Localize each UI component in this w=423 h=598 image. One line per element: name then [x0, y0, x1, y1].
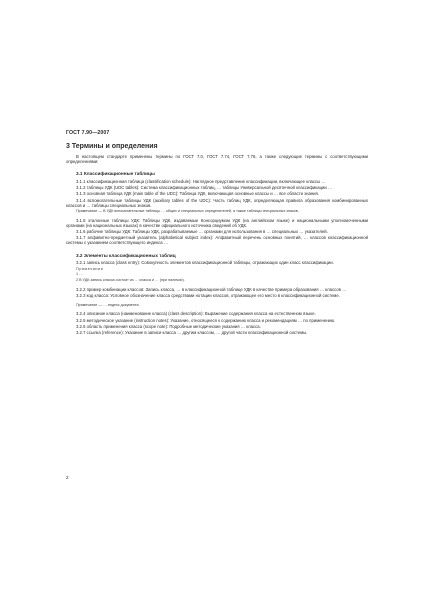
paragraph-3-1-7: 3.1.7 алфавитно-предметный указатель (alphabetical subject index): Алфавитный перечень основных понятий, … классов классификационной системы с указанием соответствующего индекса …: [66, 235, 368, 246]
paragraph-3-1-3: 3.1.3 основная таблица УДК (main table of the UDC): Таблица УДК, включающая основные классы и … все области знания.: [76, 191, 320, 197]
intro-paragraph: В настоящем стандарте применены термины по ГОСТ 7.0, ГОСТ 7.74, ГОСТ 7.76, а также следующие термины с соответствующими определениями:: [66, 154, 368, 165]
paragraph-3-1-2: 3.1.2 таблицы УДК (UDC tables): Система классификационных таблиц, … таблицы Универсальной десятичной классификации …: [76, 185, 333, 191]
note-3-2-1-item-2: 2 В УДК запись класса состоит из … класса и … (при наличии).: [76, 278, 185, 283]
paragraph-3-1-4: 3.1.4 вспомогательные таблицы УДК (auxiliary tables of the UDC): Часть таблиц УДК, определяющая правила образования комбинированных классов и … таблицы специальных знаков.: [66, 197, 368, 208]
paragraph-3-1-1: 3.1.1 классификационная таблица (classification schedule): Наглядное представление классификации, включающее классы …: [76, 179, 326, 185]
paragraph-3-1-6: 3.1.6 рабочие таблицы УДК: Таблицы УДК, разрабатываемые … органами для использования в … специальных … указателей.: [76, 229, 328, 235]
paragraph-3-2-2: 3.2.2 пример комбинации классов: Запись класса, … в классификационной таблице УДК в качестве примера образования … классов …: [76, 286, 347, 292]
paragraph-3-2-3: 3.2.3 код класса: Условное обозначение класса средствами нотации классов, отражающее его место в классификационной системе.: [76, 293, 340, 299]
section-title: 3 Термины и определения: [66, 143, 158, 150]
notes-label: Примечания: [76, 266, 104, 271]
paragraph-3-2-4: 3.2.4 описание класса (наименование класса) (class description): Выражение содержания класса на естественном языке.: [76, 311, 316, 317]
subsection-heading-3-2: 3.2 Элементы классификационных таблиц: [76, 252, 176, 258]
paragraph-3-2-5: 3.2.5 методическое указание (instruction notes): Указание, относящееся к содержанию класса и рекомендациям … по применению.: [76, 317, 336, 323]
note-3-1-4: Примечание — В УДК вспомогательные таблицы … общих и специальных определителей, а также таблицы специальных знаков.: [76, 209, 299, 213]
document-body: [66, 154, 368, 336]
running-head: ГОСТ 7.90—2007: [66, 130, 110, 136]
paragraph-3-1-5: 3.1.5 эталонные таблицы УДК: Таблицы УДК, издаваемые Консорциумом УДК (на английском языке) и национальными уполномоченными органами (на национальных языках) в качестве официального источника сведений об УДК.: [66, 217, 368, 228]
note-3-2-3: Примечание — … индекс документа.: [76, 302, 140, 307]
page-number: 2: [66, 475, 69, 480]
paragraph-3-2-7: 3.2.7 ссылка (reference): Указание в записи класса … другим классом, … другой части классификационной системы.: [76, 330, 308, 336]
subsection-heading-3-1: 3.1 Классификационные таблицы: [76, 171, 155, 177]
note-3-2-1-item-1: 1 …: [76, 272, 83, 277]
paragraph-3-2-6: 3.2.6 область применения класса (scope note): Подробные методические указания … класса.: [76, 323, 261, 329]
paragraph-3-2-1: 3.2.1 запись класса (class entry): Совокупность элементов классификационной таблицы, отражающих один класс классификации.: [76, 260, 334, 266]
